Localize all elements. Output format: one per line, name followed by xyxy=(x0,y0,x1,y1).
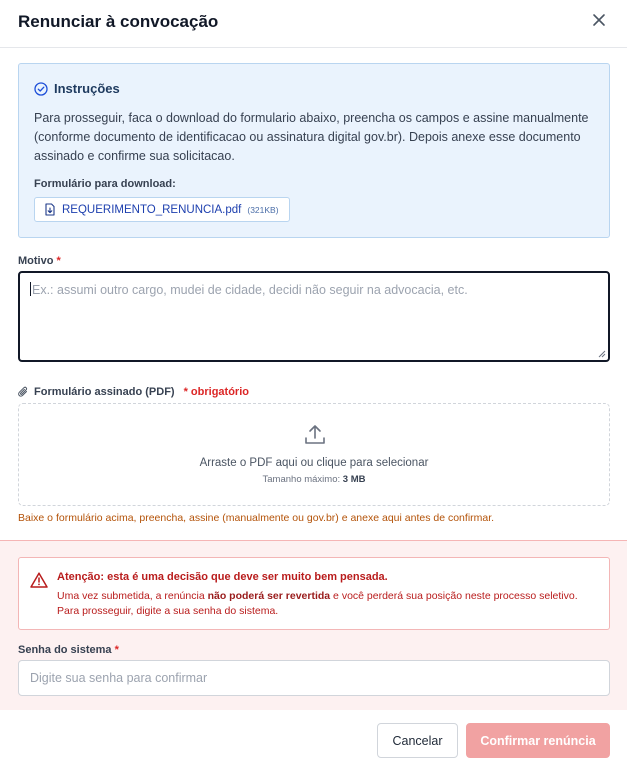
upload-icon xyxy=(303,423,327,447)
motivo-label-text: Motivo xyxy=(18,255,54,267)
warning-text xyxy=(57,589,592,619)
senha-label-text: Senha do sistema xyxy=(18,644,112,656)
text-cursor xyxy=(30,282,31,296)
pdf-upload-label-text: Formulário assinado (PDF) xyxy=(34,386,175,398)
warning-triangle-icon xyxy=(30,572,48,588)
warning-title: Atenção: esta é uma decisão que deve ser muito bem pensada. xyxy=(57,571,388,583)
required-mark: * xyxy=(56,255,61,267)
instructions-body: Para prosseguir, faca o download do formulario abaixo, preencha os campos e assine manualmente (conforme documento de identificacao ou assinatura digital gov.br). Depois anexe esse documento assinado e confirme sua solicitacao. xyxy=(34,111,589,163)
paperclip-icon xyxy=(18,386,29,398)
upload-hint: Baixe o formulário acima, preencha, assine (manualmente ou gov.br) e anexe aqui antes de confirmar. xyxy=(18,512,495,524)
cancel-button[interactable]: Cancelar xyxy=(377,723,458,758)
motivo-label xyxy=(18,255,61,267)
close-icon xyxy=(589,10,609,30)
required-text: * obrigatório xyxy=(183,386,249,398)
required-mark: * xyxy=(114,644,119,656)
warning-text-end: e você perderá sua posição neste processo seletivo. Para prosseguir, digite a sua senha do sistema. xyxy=(57,590,578,617)
confirm-button[interactable]: Confirmar renúncia xyxy=(466,723,610,758)
pdf-dropzone[interactable] xyxy=(18,403,610,506)
dropzone-max-size xyxy=(19,474,609,485)
instructions-panel xyxy=(18,63,610,238)
dropzone-text: Arraste o PDF aqui ou clique para selecionar xyxy=(199,457,429,469)
warning-box xyxy=(18,557,610,630)
instructions-heading xyxy=(34,81,120,96)
resize-handle-icon[interactable] xyxy=(598,350,606,358)
dialog-header xyxy=(0,0,627,48)
dialog-title: Renunciar à convocação xyxy=(18,12,219,31)
download-label: Formulário para download: xyxy=(34,178,176,190)
file-download-icon xyxy=(44,203,56,216)
motivo-placeholder: Ex.: assumi outro cargo, mudei de cidade, decidi não seguir na advocacia, etc. xyxy=(32,283,468,297)
download-file-button[interactable] xyxy=(34,197,290,222)
warning-text-start: Uma vez submetida, a renúncia xyxy=(57,590,208,602)
danger-section xyxy=(0,540,627,710)
warning-text-bold: não poderá ser revertida xyxy=(207,590,331,602)
senha-label xyxy=(18,644,119,656)
instructions-heading-text: Instruções xyxy=(54,81,120,96)
check-circle-icon xyxy=(34,82,48,96)
pdf-upload-label xyxy=(18,386,249,398)
file-size: (321KB) xyxy=(247,204,279,215)
max-size-value: 3 MB xyxy=(342,474,366,485)
close-button[interactable] xyxy=(589,10,609,30)
motivo-textarea[interactable] xyxy=(18,271,610,362)
file-name: REQUERIMENTO_RENUNCIA.pdf xyxy=(62,203,242,216)
max-size-prefix: Tamanho máximo: xyxy=(262,474,341,485)
dialog-footer xyxy=(0,710,627,759)
password-input[interactable] xyxy=(18,660,610,696)
